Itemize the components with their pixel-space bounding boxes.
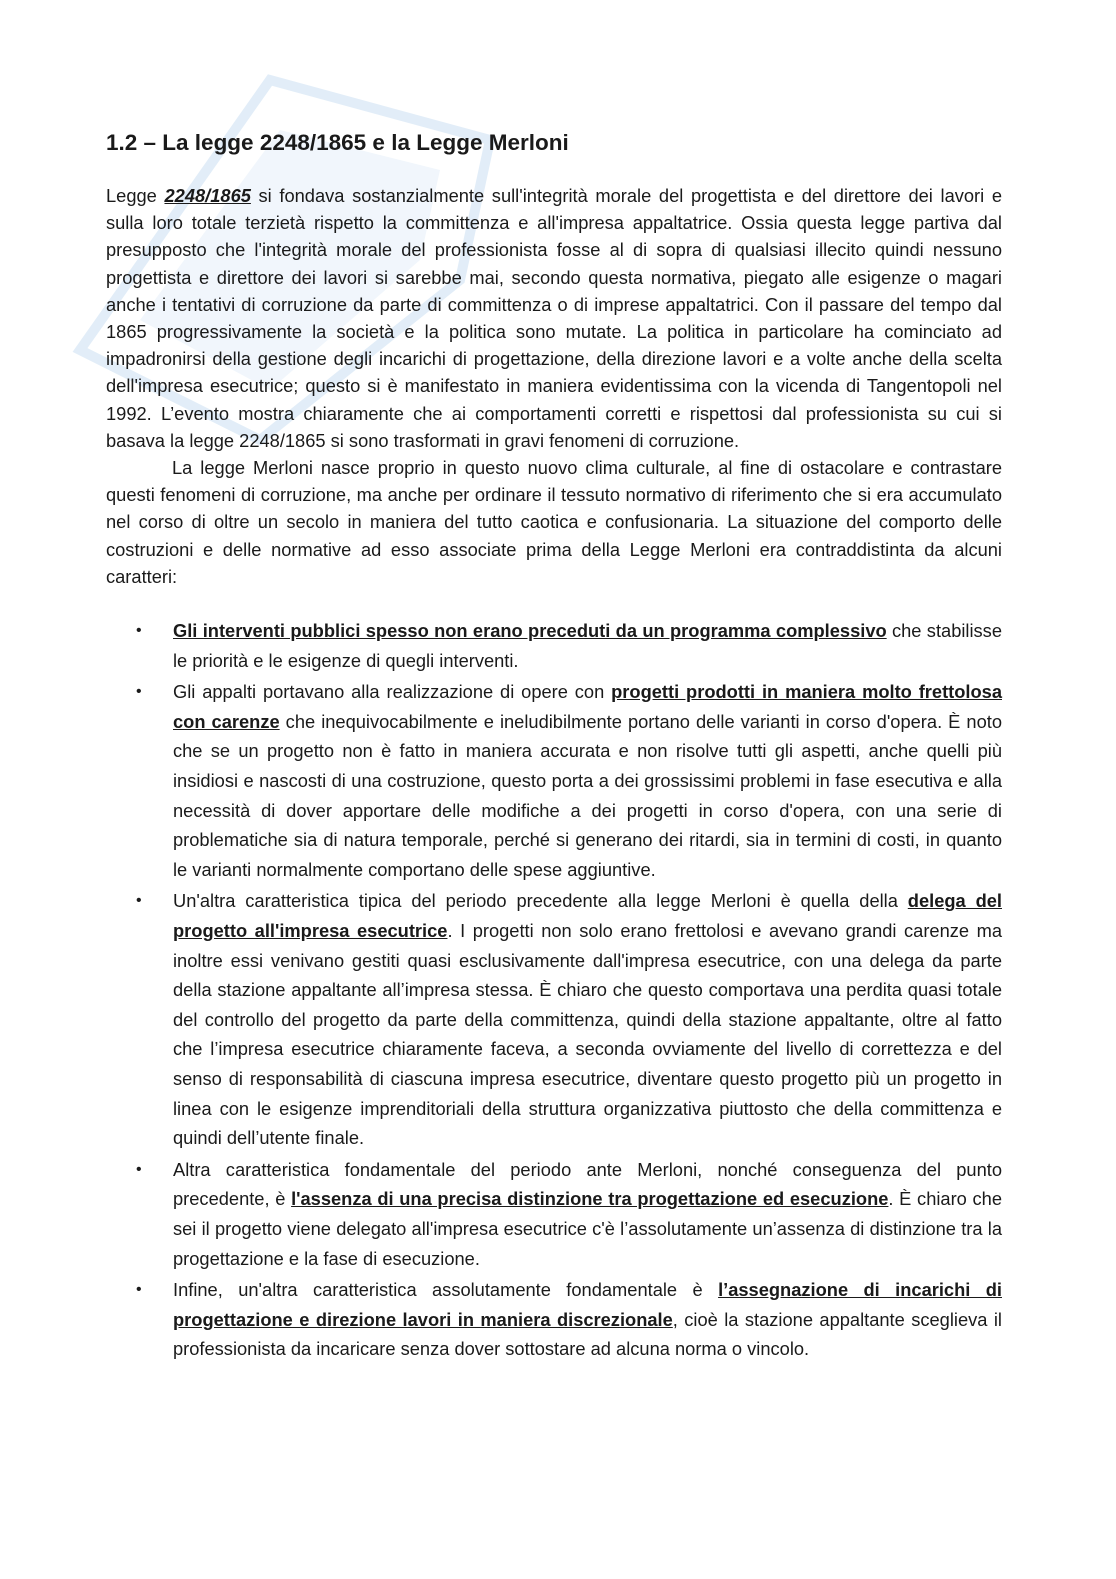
bullet-icon: •	[136, 622, 142, 640]
law-reference: 2248/1865	[164, 185, 251, 206]
bullet-icon: •	[136, 892, 142, 910]
bullet-icon: •	[136, 1281, 142, 1299]
list-item: • Un'altra caratteristica tipica del periodo precedente alla legge Merloni è quella della delega del progetto all'impresa esecutrice. I progetti non solo erano frettolosi e avevano grandi carenze ma inoltre essi venivano gestiti quasi esclusivamente dall'impresa esecutrice, con una delega da parte della stazione appaltante all’impresa stessa. È chiaro che questo comportava una perdita quasi totale del controllo del progetto da parte della committenza, quindi della stazione appaltante, oltre al fatto che l’impresa esecutrice chiaramente faceva, a seconda ovviamente del livello di correttezza e del senso di responsabilità di ciascuna impresa esecutrice, diventare questo progetto più un progetto in linea con le esigenze imprenditoriali della struttura organizzativa piuttosto che della committenza e quindi dell’utente finale.	[106, 886, 1002, 1152]
list-item: • Infine, un'altra caratteristica assolutamente fondamentale è l’assegnazione di incarichi di progettazione e direzione lavori in maniera discrezionale, cioè la stazione appaltante sceglieva il professionista da incaricare senza dover sottostare ad alcuna norma o vincolo.	[106, 1275, 1002, 1364]
list-item: • Gli appalti portavano alla realizzazione di opere con progetti prodotti in maniera molto frettolosa con carenze che inequivocabilmente e ineludibilmente portano delle varianti in corso d'opera. È noto che se un progetto non è fatto in maniera accurata e non risolve tutti gli aspetti, anche quelli più insidiosi e nascosti di una costruzione, questo porta a dei grossissimi problemi in fase esecutiva e alla necessità di dover apportare delle modifiche a dei progetti in corso d'opera, con una serie di problematiche sia di natura temporale, perché si generano dei ritardi, sia in termini di costi, in quanto le varianti normalmente comportano delle spese aggiuntive.	[106, 677, 1002, 884]
list-item: • Gli interventi pubblici spesso non erano preceduti da un programma complessivo che stabilisse le priorità e le esigenze di quegli interventi.	[106, 616, 1002, 675]
characteristics-list	[106, 616, 1002, 1364]
section-heading: 1.2 – La legge 2248/1865 e la Legge Merloni	[106, 130, 569, 155]
document-page	[106, 130, 1002, 1366]
bullet-icon: •	[136, 1160, 142, 1178]
intro-paragraph: Legge 2248/1865 si fondava sostanzialmente sull'integrità morale del progettista e del direttore dei lavori e sulla loro totale terzietà rispetto la committenza e all'impresa appaltatrice. Ossia questa legge partiva dal presupposto che l'integrità morale del professionista fosse al di sopra di qualsiasi illecito quindi nessuno progettista e direttore dei lavori si sarebbe mai, secondo questa normativa, piegato alle esigenze o magari anche i tentativi di corruzione da parte di committenza o di imprese appaltatrici. Con il passare del tempo dal 1865 progressivamente la società e la politica sono mutate. La politica in particolare ha cominciato ad impadronirsi della gestione degli incarichi di progettazione, della direzione lavori e a volte anche della scelta dell'impresa esecutrice; questo si è manifestato in maniera evidentissima con la vicenda di Tangentopoli nel 1992. L’evento mostra chiaramente che ai comportamenti corretti e rispettosi dal professionista su cui si basava la legge 2248/1865 si sono trasformati in gravi fenomeni di corruzione.	[106, 185, 1002, 451]
list-item: • Altra caratteristica fondamentale del periodo ante Merloni, nonché conseguenza del punto precedente, è l'assenza di una precisa distinzione tra progettazione ed esecuzione. È chiaro che sei il progetto viene delegato all'impresa esecutrice c'è l’assolutamente un’assenza di distinzione tra la progettazione e la fase di esecuzione.	[106, 1155, 1002, 1273]
merloni-paragraph: La legge Merloni nasce proprio in questo nuovo clima culturale, al fine di ostacolare e contrastare questi fenomeni di corruzione, ma anche per ordinare il tessuto normativo di riferimento che si era accumulato nel corso di oltre un secolo in maniera del tutto caotica e confusionaria. La situazione del comporto delle costruzioni e delle normative ad esso associate prima della Legge Merloni era contraddistinta da alcuni caratteri:	[106, 457, 1002, 587]
bullet-icon: •	[136, 683, 142, 701]
